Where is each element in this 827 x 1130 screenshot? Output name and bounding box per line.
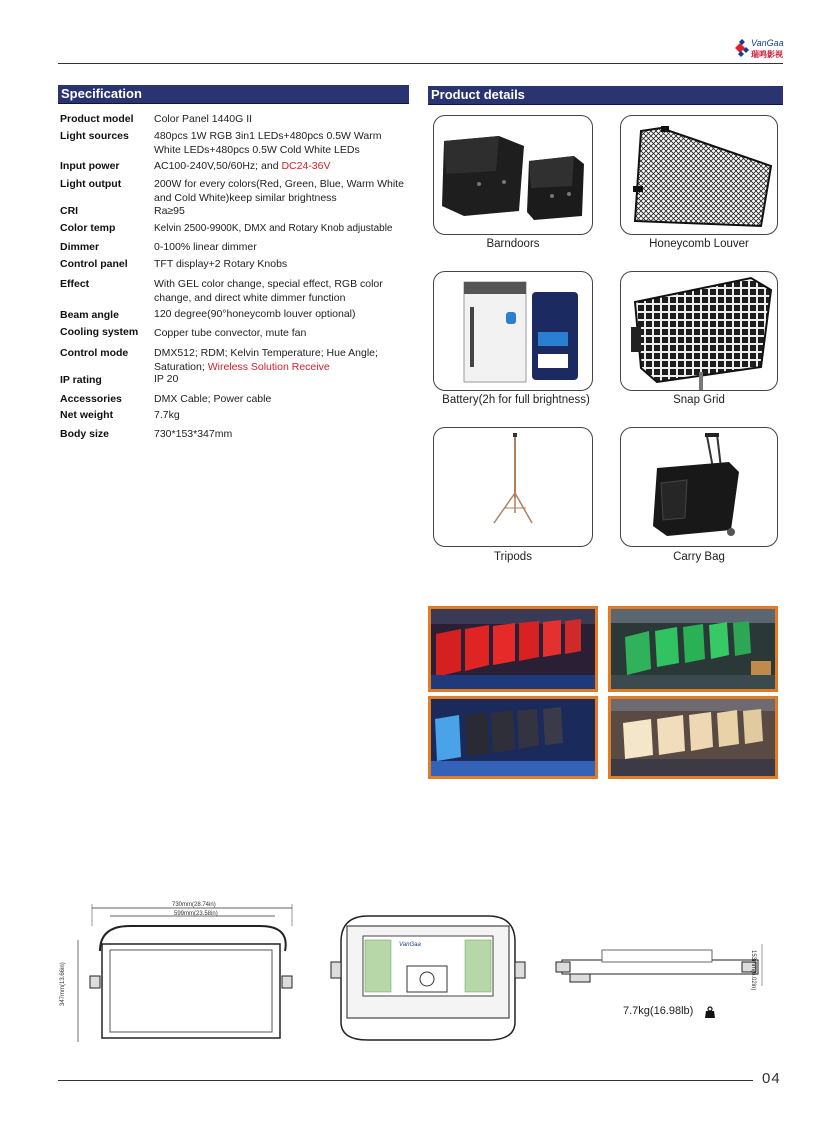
- blue-panels-illustration: [431, 699, 595, 776]
- tripod-caption: Tripods: [494, 551, 532, 563]
- front-drawing-svg: [70, 896, 300, 1046]
- spec-label: Color temp: [60, 222, 116, 234]
- header-rule: [58, 63, 783, 64]
- logo-text-latin: VanGaa: [751, 38, 784, 48]
- tripod-card: [433, 427, 593, 547]
- spec-label: Beam angle: [60, 309, 119, 321]
- rear-panel-drawing: [323, 912, 533, 1044]
- battery-caption: Battery(2h for full brightness): [442, 394, 590, 406]
- front-dimension-drawing: [60, 896, 300, 1046]
- spec-value: 730*153*347mm: [154, 428, 233, 440]
- spec-value: Color Panel 1440G II: [154, 113, 253, 125]
- spec-value: 0-100% linear dimmer: [154, 241, 257, 253]
- spec-label: Dimmer: [60, 241, 100, 253]
- spec-value: 120 degree(90°honeycomb louver optional): [154, 308, 356, 320]
- spec-value: 7.7kg: [154, 409, 180, 421]
- battery-image: [434, 272, 592, 390]
- snap-grid-card: [620, 271, 778, 391]
- spec-value: With GEL color change, special effect, RGB color change, and direct white dimmer function: [154, 278, 383, 304]
- spec-label: Cooling system: [60, 326, 139, 338]
- spec-value: DMX Cable; Power cable: [154, 393, 272, 405]
- depth-label: 153mm(6.02in): [750, 950, 756, 991]
- weight-label: 7.7kg(16.98lb): [623, 1005, 694, 1017]
- honeycomb-louver-image: [621, 116, 777, 234]
- spec-value: [154, 160, 409, 174]
- green-panels-photo: [608, 606, 778, 692]
- spec-label: Light sources: [60, 130, 129, 142]
- height-label: 347mm(13.66in): [60, 962, 66, 1006]
- weight-glyph: [704, 1006, 716, 1018]
- spec-label: IP rating: [60, 374, 102, 386]
- spec-value: [154, 347, 409, 374]
- width-outer-label: 730mm(28.74in): [172, 902, 216, 908]
- rear-panel-logo: VanGaa: [399, 942, 421, 948]
- spec-value: 480pcs 1W RGB 3in1 LEDs+480pcs 0.5W Warm White LEDs+480pcs 0.5W Cold White LEDs: [154, 130, 382, 156]
- white-panels-illustration: [611, 699, 775, 776]
- specification-heading: Specification: [58, 85, 409, 104]
- red-panels-illustration: [431, 609, 595, 689]
- side-drawing-svg: [552, 936, 772, 998]
- spec-value-text: AC100-240V,50/60Hz; and: [154, 160, 282, 172]
- brand-logo: [733, 38, 785, 62]
- tripod-image: [434, 428, 592, 546]
- barndoors-card: [433, 115, 593, 235]
- logo-mark-icon: [733, 38, 751, 60]
- red-panels-photo: [428, 606, 598, 692]
- spec-value-highlight: DC24-36V: [281, 160, 331, 172]
- product-details-heading: Product details: [428, 86, 783, 105]
- spec-value: Kelvin 2500-9900K, DMX and Rotary Knob adjustable: [154, 223, 393, 234]
- spec-label: Input power: [60, 160, 120, 172]
- green-panels-illustration: [611, 609, 775, 689]
- white-panels-photo: [608, 696, 778, 779]
- spec-value-text: DMX512; RDM; Kelvin Temperature; Hue Angle; Saturation;: [154, 347, 378, 373]
- spec-value: TFT display+2 Rotary Knobs: [154, 258, 288, 270]
- spec-value: IP 20: [154, 373, 179, 385]
- spec-value: 200W for every colors(Red, Green, Blue, Warm White and Cold White)keep similar brightness: [154, 178, 404, 204]
- carry-bag-card: [620, 427, 778, 547]
- spec-label: Control mode: [60, 347, 129, 359]
- spec-value: Copper tube convector, mute fan: [154, 327, 307, 339]
- honeycomb-louver-card: [620, 115, 778, 235]
- page-number: 04: [762, 1070, 781, 1087]
- spec-label: Net weight: [60, 409, 114, 421]
- spec-value-highlight: Wireless Solution Receive: [207, 360, 330, 373]
- spec-label: Effect: [60, 278, 90, 290]
- spec-label: Product model: [60, 113, 134, 125]
- rear-drawing-svg: [323, 912, 533, 1044]
- spec-label: Control panel: [60, 258, 128, 270]
- width-inner-label: 599mm(23.58in): [174, 911, 218, 917]
- blue-panels-photo: [428, 696, 598, 779]
- weight-icon: [704, 1005, 716, 1023]
- snap-grid-image: [621, 272, 777, 390]
- barndoors-image: [434, 116, 592, 234]
- spec-label: Accessories: [60, 393, 122, 405]
- logo-text-cjk: 瑞鸣影视: [751, 50, 783, 59]
- spec-value: Ra≥95: [154, 205, 185, 217]
- footer-rule: [58, 1080, 753, 1081]
- snap-grid-caption: Snap Grid: [673, 394, 725, 406]
- honeycomb-louver-caption: Honeycomb Louver: [649, 238, 749, 250]
- battery-card: [433, 271, 593, 391]
- carry-bag-image: [621, 428, 777, 546]
- spec-label: Light output: [60, 178, 122, 190]
- carry-bag-caption: Carry Bag: [673, 551, 725, 563]
- side-profile-drawing: [552, 936, 772, 998]
- spec-label: CRI: [60, 205, 79, 217]
- spec-label: Body size: [60, 428, 110, 440]
- barndoors-caption: Barndoors: [486, 238, 540, 250]
